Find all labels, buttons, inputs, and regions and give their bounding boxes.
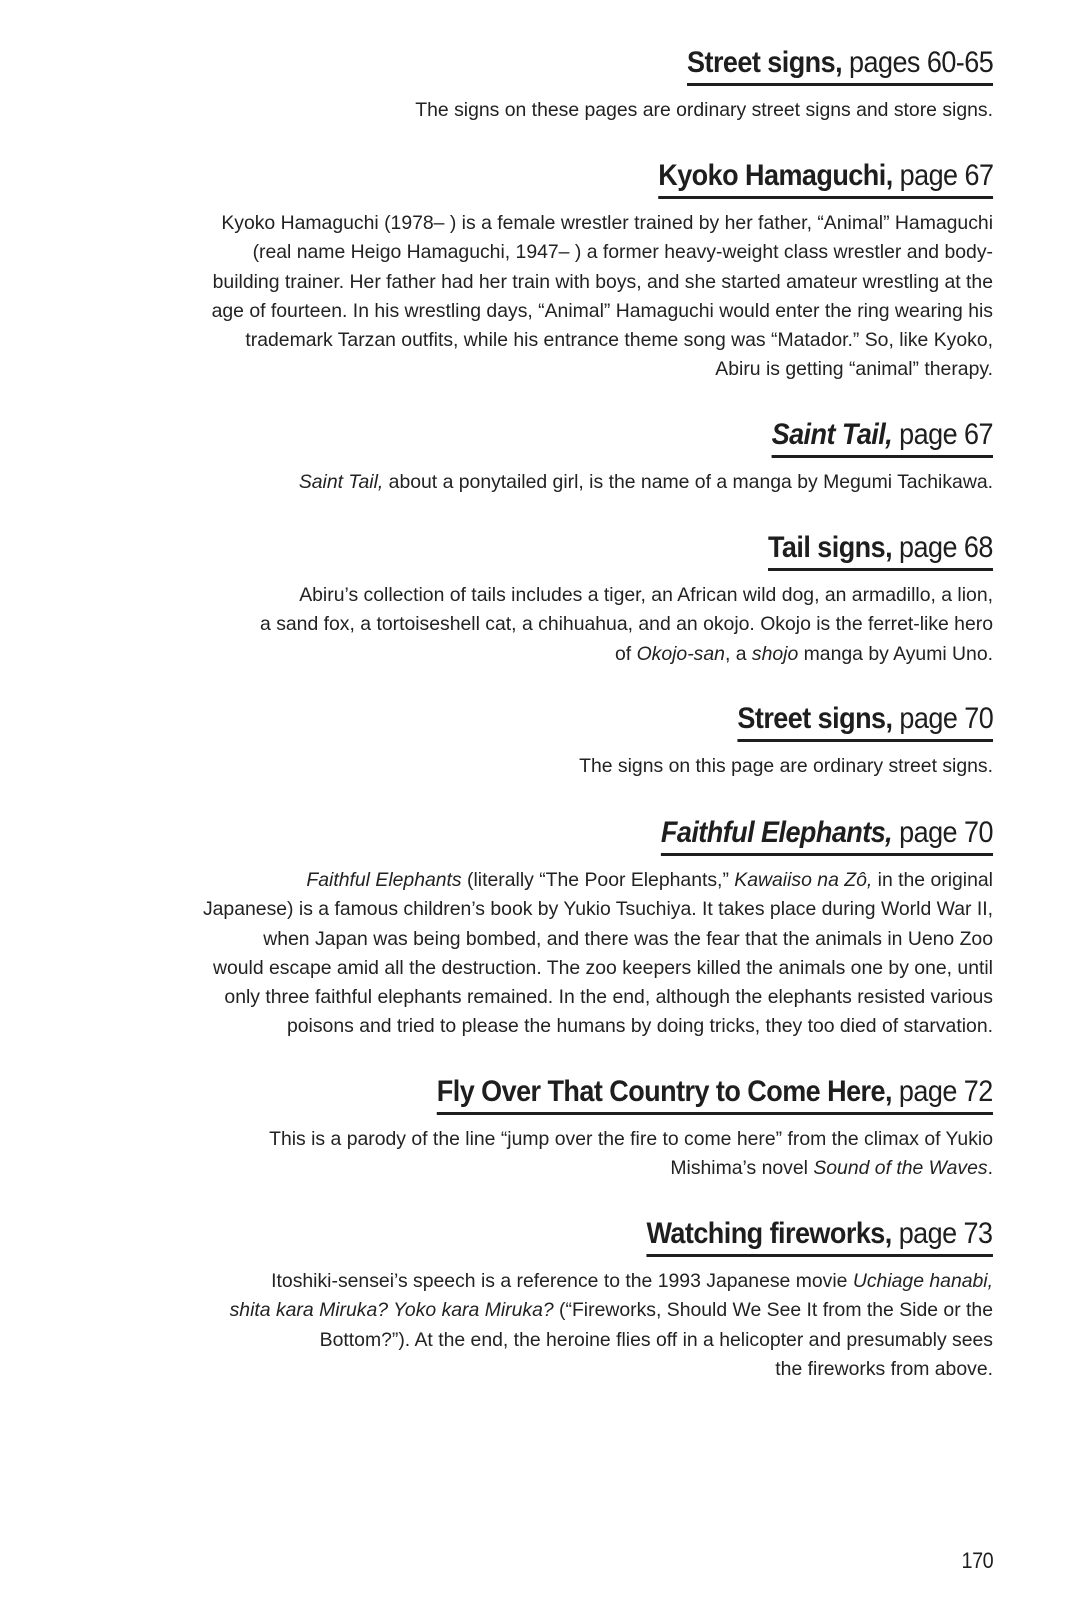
body-line: Bottom?”). At the end, the heroine flies off in a helicopter and presumably sees xyxy=(319,1328,993,1351)
glossary-entry-watching-fireworks xyxy=(133,1215,993,1384)
body-line: (real name Heigo Hamaguchi, 1947– ) a former heavy-weight class wrestler and body- xyxy=(252,241,993,264)
glossary-entry-tail-signs xyxy=(133,529,993,669)
entry-body xyxy=(133,581,993,669)
entry-heading xyxy=(687,44,993,86)
glossary-entry-kyoko-hamaguchi xyxy=(133,157,993,385)
entry-body xyxy=(133,468,993,497)
entry-heading xyxy=(647,1215,993,1257)
entry-heading xyxy=(658,157,993,199)
body-line: Mishima’s novel Sound of the Waves. xyxy=(670,1157,993,1180)
entry-page-ref: page 67 xyxy=(892,159,993,192)
body-line: Abiru is getting “animal” therapy. xyxy=(715,358,993,381)
glossary-entry-faithful-elephants xyxy=(133,814,993,1042)
body-line: of Okojo-san, a shojo manga by Ayumi Uno. xyxy=(615,642,993,665)
entry-body xyxy=(133,209,993,385)
entry-page-ref: page 73 xyxy=(892,1217,993,1250)
entry-title: Street signs, xyxy=(737,702,893,735)
entry-body xyxy=(133,866,993,1042)
glossary-entry-saint-tail xyxy=(133,416,993,497)
body-line: shita kara Miruka? Yoko kara Miruka? (“Fireworks, Should We See It from the Side or the xyxy=(229,1299,993,1322)
body-line: a sand fox, a tortoiseshell cat, a chihuahua, and an okojo. Okojo is the ferret-like hero xyxy=(260,613,993,636)
page-number: 170 xyxy=(961,1548,993,1573)
entry-page-ref: page 72 xyxy=(892,1075,993,1108)
glossary-entry-street-signs-60-65 xyxy=(133,44,993,125)
body-line: when Japan was being bombed, and there was the fear that the animals in Ueno Zoo xyxy=(263,927,993,950)
entry-page-ref: page 67 xyxy=(892,418,993,451)
body-line: This is a parody of the line “jump over the fire to come here” from the climax of Yukio xyxy=(269,1128,993,1150)
entry-title: Fly Over That Country to Come Here, xyxy=(437,1075,893,1108)
body-line: Abiru’s collection of tails includes a tiger, an African wild dog, an armadillo, a lion, xyxy=(299,584,993,606)
entry-body xyxy=(133,1267,993,1384)
body-line: The signs on this page are ordinary street signs. xyxy=(579,755,993,777)
entry-page-ref: page 70 xyxy=(892,702,993,735)
glossary-entry-fly-over-that-country xyxy=(133,1073,993,1184)
body-line: The signs on these pages are ordinary street signs and store signs. xyxy=(415,99,993,121)
entry-heading xyxy=(437,1073,993,1115)
entry-title: Kyoko Hamaguchi, xyxy=(657,159,893,192)
body-line: only three faithful elephants remained. In the end, although the elephants resisted various xyxy=(224,986,993,1009)
entry-heading xyxy=(737,700,993,742)
entry-title: Tail signs, xyxy=(768,531,893,564)
entry-title: Street signs, xyxy=(686,46,842,79)
glossary-entry-street-signs-70 xyxy=(133,700,993,781)
body-line: Kyoko Hamaguchi (1978– ) is a female wrestler trained by her father, “Animal” Hamaguchi xyxy=(221,212,993,234)
body-line: Itoshiki-sensei’s speech is a reference to the 1993 Japanese movie Uchiage hanabi, xyxy=(271,1270,993,1292)
entry-heading xyxy=(768,529,993,571)
entry-title: Watching fireworks, xyxy=(646,1217,893,1250)
entry-heading xyxy=(661,814,993,856)
body-line: building trainer. Her father had her train with boys, and she started amateur wrestling at the xyxy=(212,270,993,293)
entry-page-ref: pages 60-65 xyxy=(841,46,993,79)
entry-body xyxy=(133,1125,993,1184)
body-line: age of fourteen. In his wrestling days, “Animal” Hamaguchi would enter the ring wearing his xyxy=(211,299,993,322)
entry-body xyxy=(133,96,993,125)
entry-body xyxy=(133,752,993,781)
body-line: the fireworks from above. xyxy=(775,1357,993,1380)
body-line: Saint Tail, about a ponytailed girl, is the name of a manga by Megumi Tachikawa. xyxy=(298,471,993,493)
entry-title: Faithful Elephants, xyxy=(660,816,893,849)
body-line: would escape amid all the destruction. The zoo keepers killed the animals one by one, until xyxy=(212,956,993,979)
body-line: Japanese) is a famous children’s book by Yukio Tsuchiya. It takes place during World War II, xyxy=(202,898,993,921)
body-line: poisons and tried to please the humans by doing tricks, they too died of starvation. xyxy=(286,1015,993,1038)
body-line: Faithful Elephants (literally “The Poor Elephants,” Kawaiiso na Zô, in the original xyxy=(306,869,993,891)
entry-page-ref: page 68 xyxy=(892,531,993,564)
entry-title: Saint Tail, xyxy=(771,418,893,451)
entry-page-ref: page 70 xyxy=(892,816,993,849)
body-line: trademark Tarzan outfits, while his entrance theme song was “Matador.” So, like Kyoko, xyxy=(245,329,993,352)
entry-heading xyxy=(772,416,993,458)
